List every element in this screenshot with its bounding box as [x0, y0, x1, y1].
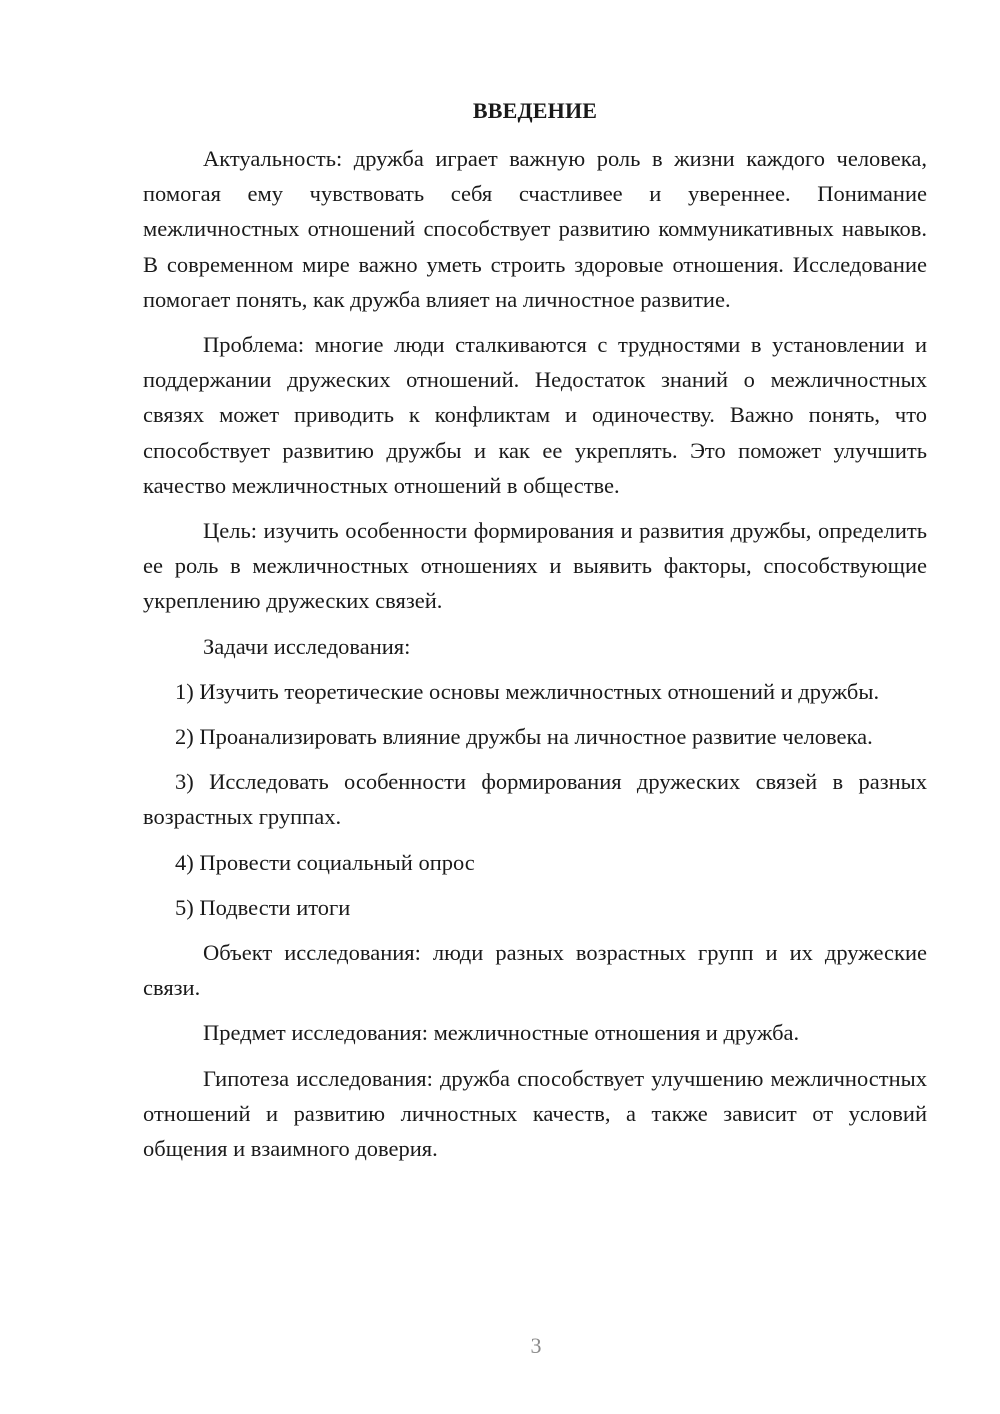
task-item-5: 5) Подвести итоги: [175, 894, 351, 920]
task-item-1: 1) Изучить теоретические основы межличностных отношений и дружбы.: [175, 678, 880, 704]
paragraph-object: Объект исследования: люди разных возрастных групп и их дружеские связи.: [143, 940, 927, 1001]
page-content: [143, 93, 927, 1176]
paragraph-hypothesis: Гипотеза исследования: дружба способствует улучшению межличностных отношений и развитию личностных качеств, а также зависит от условий общения и взаимного доверия.: [143, 1065, 927, 1162]
paragraph-goal: Цель: изучить особенности формирования и развития дружбы, определить ее роль в межличностных отношениях и выявить факторы, способствующие укреплению дружеских связей.: [143, 518, 927, 614]
page-number: 3: [530, 1333, 542, 1358]
paragraph-relevance: Актуальность: дружба играет важную роль в жизни каждого человека, помогая ему чувствовать себя счастливее и увереннее. Понимание межличностных отношений способствует развитию коммуникативных навыков. В современном мире важно уметь строить здоровые отношения. Исследование помогает понять, как дружба влияет на личностное развитие.: [143, 146, 927, 312]
task-item-3: 3) Исследовать особенности формирования дружеских связей в разных возрастных группах.: [143, 769, 927, 830]
paragraph-subject: Предмет исследования: межличностные отношения и дружба.: [203, 1020, 800, 1046]
paragraph-problem: Проблема: многие люди сталкиваются с трудностями в установлении и поддержании дружеских отношений. Недостаток знаний о межличностных связях может приводить к конфликтам и одиночеству. Важно понять, что способствует развитию дружбы и как ее укреплять. Это поможет улучшить качество межличностных отношений в обществе.: [143, 332, 927, 498]
paragraph-tasks-heading: Задачи исследования:: [203, 633, 411, 659]
task-item-2: 2) Проанализировать влияние дружбы на личностное развитие человека.: [175, 724, 873, 750]
page-title: ВВЕДЕНИЕ: [472, 98, 598, 123]
task-item-4: 4) Провести социальный опрос: [175, 849, 475, 875]
